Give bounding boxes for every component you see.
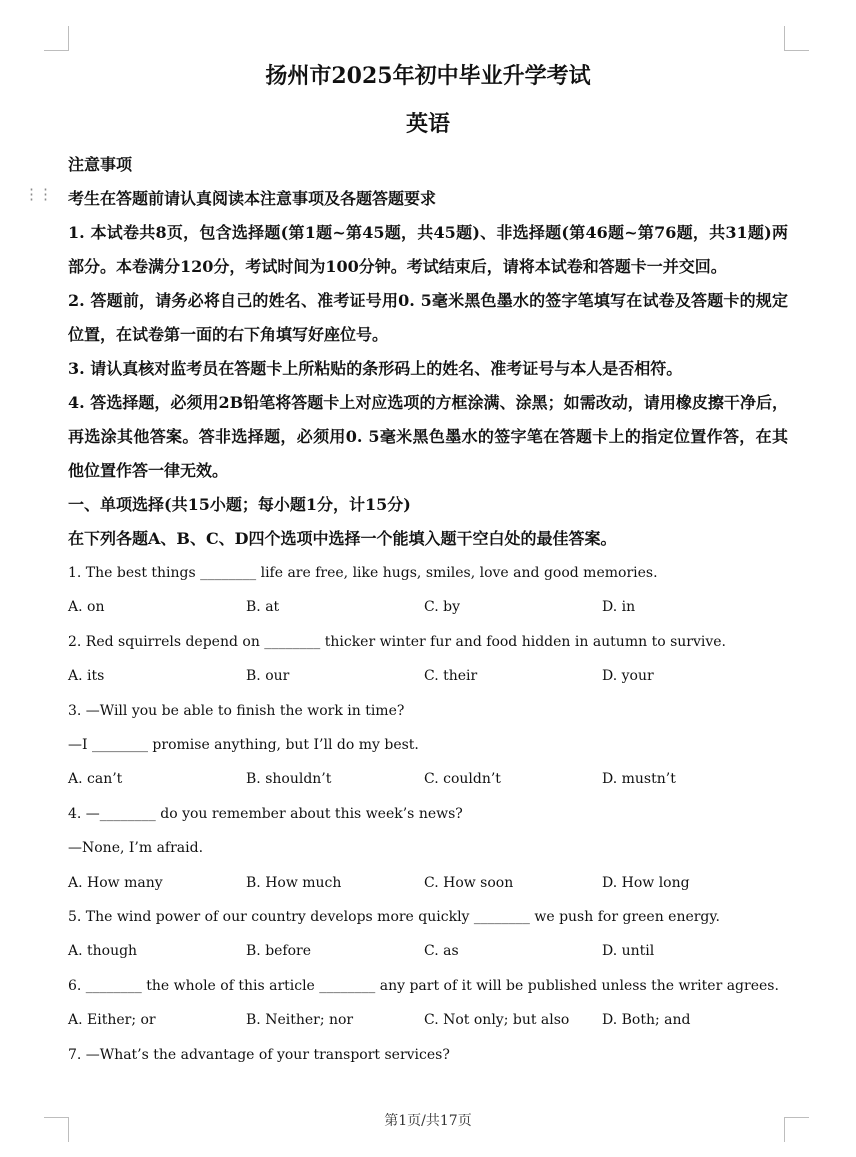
answer-option: B. shouldn’t bbox=[246, 771, 332, 788]
options-row bbox=[68, 590, 788, 624]
options-row bbox=[68, 934, 788, 968]
notice-intro: 考生在答题前请认真阅读本注意事项及各题答题要求 bbox=[68, 189, 437, 208]
question-text: 3. —Will you be able to finish the work in time? bbox=[68, 702, 405, 719]
answer-option: D. Both; and bbox=[602, 1012, 691, 1029]
question-text: 4. —________ do you remember about this week’s news? bbox=[68, 805, 463, 822]
answer-option: D. your bbox=[602, 668, 654, 685]
question-text: —None, I’m afraid. bbox=[68, 840, 204, 857]
section-instruction: 在下列各题A、B、C、D四个选项中选择一个能填入题干空白处的最佳答案。 bbox=[68, 529, 617, 548]
section-heading: 一、单项选择(共15小题；每小题1分，计15分) bbox=[68, 495, 411, 514]
question-text: 7. —What’s the advantage of your transport services? bbox=[68, 1046, 450, 1063]
crop-mark-top-right bbox=[784, 26, 809, 51]
page-number: 第1页/共17页 bbox=[384, 1113, 472, 1129]
exam-subject: 英语 bbox=[405, 111, 450, 137]
answer-option: C. by bbox=[424, 599, 460, 616]
answer-option: C. as bbox=[424, 943, 459, 960]
question-text: 1. The best things ________ life are free, like hugs, smiles, love and good memories. bbox=[68, 565, 658, 581]
answer-option: A. How many bbox=[68, 874, 163, 891]
answer-option: A. though bbox=[68, 943, 138, 960]
answer-option: C. couldn’t bbox=[424, 771, 501, 788]
answer-option: A. on bbox=[68, 599, 105, 616]
options-row bbox=[68, 866, 788, 900]
answer-option: B. at bbox=[246, 599, 280, 616]
question-text: 2. Red squirrels depend on ________ thicker winter fur and food hidden in autumn to survive. bbox=[68, 633, 726, 650]
notice-item: 2. 答题前，请务必将自己的姓名、准考证号用0. 5毫米黑色墨水的签字笔填写在试卷及答题卡的规定位置，在试卷第一面的右下角填写好座位号。 bbox=[68, 291, 788, 344]
answer-option: B. our bbox=[246, 668, 290, 685]
answer-option: B. How much bbox=[246, 874, 342, 891]
answer-option: A. Either; or bbox=[68, 1012, 156, 1029]
answer-option: A. its bbox=[68, 668, 105, 685]
answer-option: D. How long bbox=[602, 874, 690, 891]
notice-item: 3. 请认真核对监考员在答题卡上所粘贴的条形码上的姓名、准考证号与本人是否相符。 bbox=[68, 359, 683, 378]
question-text: —I ________ promise anything, but I’ll do my best. bbox=[68, 737, 419, 754]
answer-option: B. before bbox=[246, 943, 312, 960]
answer-option: A. can’t bbox=[68, 771, 123, 788]
question-text: 5. The wind power of our country develops more quickly ________ we push for green energy. bbox=[68, 909, 720, 926]
answer-option: D. in bbox=[602, 599, 636, 616]
options-row bbox=[68, 659, 788, 693]
answer-option: C. Not only; but also bbox=[424, 1012, 570, 1029]
answer-option: D. until bbox=[602, 943, 655, 960]
options-row bbox=[68, 762, 788, 796]
answer-option: C. How soon bbox=[424, 874, 514, 891]
options-row bbox=[68, 1003, 788, 1037]
notice-heading: 注意事项 bbox=[68, 155, 133, 174]
question-list bbox=[68, 556, 788, 1072]
answer-option: C. their bbox=[424, 668, 478, 685]
exam-title: 扬州市2025年初中毕业升学考试 bbox=[265, 63, 591, 89]
answer-option: B. Neither; nor bbox=[246, 1012, 354, 1029]
answer-option: D. mustn’t bbox=[602, 771, 676, 788]
drag-handle-icon[interactable]: ⋮⋮ bbox=[24, 185, 52, 203]
notice-item: 1. 本试卷共8页，包含选择题(第1题~第45题，共45题)、非选择题(第46题~第76题，共31题)两部分。本卷满分120分，考试时间为100分钟。考试结束后，请将本试卷和答题卡一并交回。 bbox=[68, 223, 788, 276]
page-content bbox=[68, 58, 788, 1072]
notice-item: 4. 答选择题，必须用2B铅笔将答题卡上对应选项的方框涂满、涂黑；如需改动，请用橡皮擦干净后，再选涂其他答案。答非选择题，必须用0. 5毫米黑色墨水的签字笔在答题卡上的指定位置作答，在其他位置作答一律无效。 bbox=[68, 393, 788, 480]
question-text: 6. ________ the whole of this article ________ any part of it will be published unless the writer agrees. bbox=[68, 977, 779, 994]
crop-mark-top-left bbox=[44, 26, 69, 51]
